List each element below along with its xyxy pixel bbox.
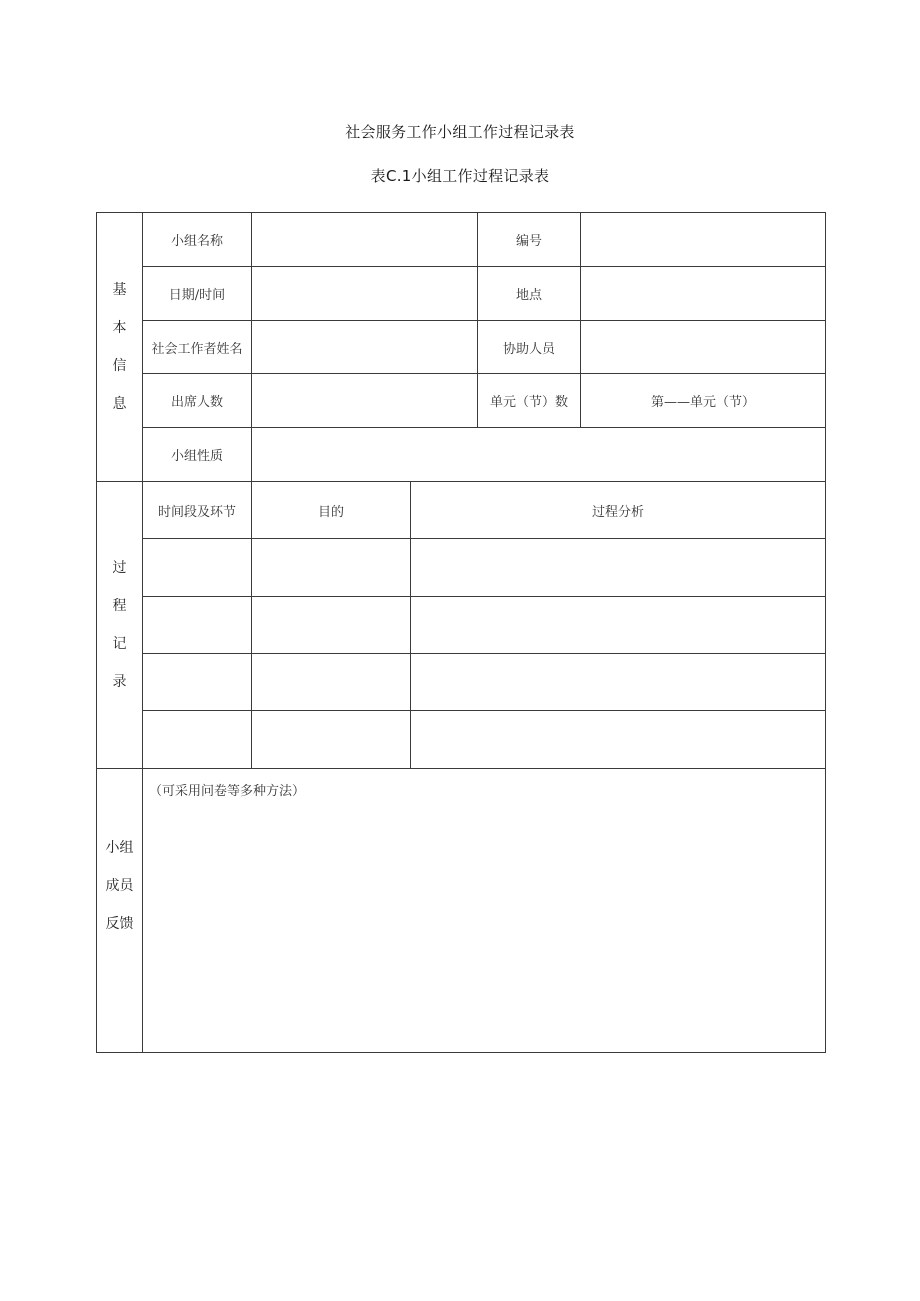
process-cell-analysis[interactable] [411, 597, 826, 654]
group-name-label: 小组名称 [143, 213, 252, 267]
process-cell-purpose[interactable] [252, 539, 411, 597]
datetime-field[interactable] [252, 267, 478, 321]
attendance-label: 出席人数 [143, 374, 252, 428]
number-label: 编号 [478, 213, 581, 267]
feedback-section-label: 小组 成员 反馈 [97, 769, 143, 1053]
process-cell-analysis[interactable] [411, 539, 826, 597]
social-worker-label: 社会工作者姓名 [143, 321, 252, 374]
process-cell-time[interactable] [143, 654, 252, 711]
unit-count-field[interactable]: 第——单元（节） [581, 374, 826, 428]
process-cell-analysis[interactable] [411, 711, 826, 769]
location-field[interactable] [581, 267, 826, 321]
location-label: 地点 [478, 267, 581, 321]
group-nature-label: 小组性质 [143, 428, 252, 482]
datetime-label: 日期/时间 [143, 267, 252, 321]
process-cell-time[interactable] [143, 597, 252, 654]
process-header-purpose: 目的 [252, 482, 411, 539]
process-cell-purpose[interactable] [252, 711, 411, 769]
table-caption: 表C.1小组工作过程记录表 [370, 167, 550, 185]
process-cell-purpose[interactable] [252, 597, 411, 654]
process-section-label: 过 程 记 录 [97, 482, 143, 769]
attendance-field[interactable] [252, 374, 478, 428]
process-cell-time[interactable] [143, 711, 252, 769]
assistants-label: 协助人员 [478, 321, 581, 374]
process-cell-analysis[interactable] [411, 654, 826, 711]
assistants-field[interactable] [581, 321, 826, 374]
group-name-field[interactable] [252, 213, 478, 267]
form-title: 社会服务工作小组工作过程记录表 [345, 123, 575, 141]
process-cell-time[interactable] [143, 539, 252, 597]
process-header-time: 时间段及环节 [143, 482, 252, 539]
process-header-analysis: 过程分析 [411, 482, 826, 539]
unit-count-label: 单元（节）数 [478, 374, 581, 428]
number-field[interactable] [581, 213, 826, 267]
basic-info-section-label: 基 本 信 息 [97, 213, 143, 482]
record-form-table [96, 212, 826, 1053]
feedback-note: （可采用问卷等多种方法） [149, 784, 306, 799]
process-cell-purpose[interactable] [252, 654, 411, 711]
group-nature-field[interactable] [252, 428, 826, 482]
social-worker-field[interactable] [252, 321, 478, 374]
feedback-area[interactable] [143, 769, 826, 1053]
